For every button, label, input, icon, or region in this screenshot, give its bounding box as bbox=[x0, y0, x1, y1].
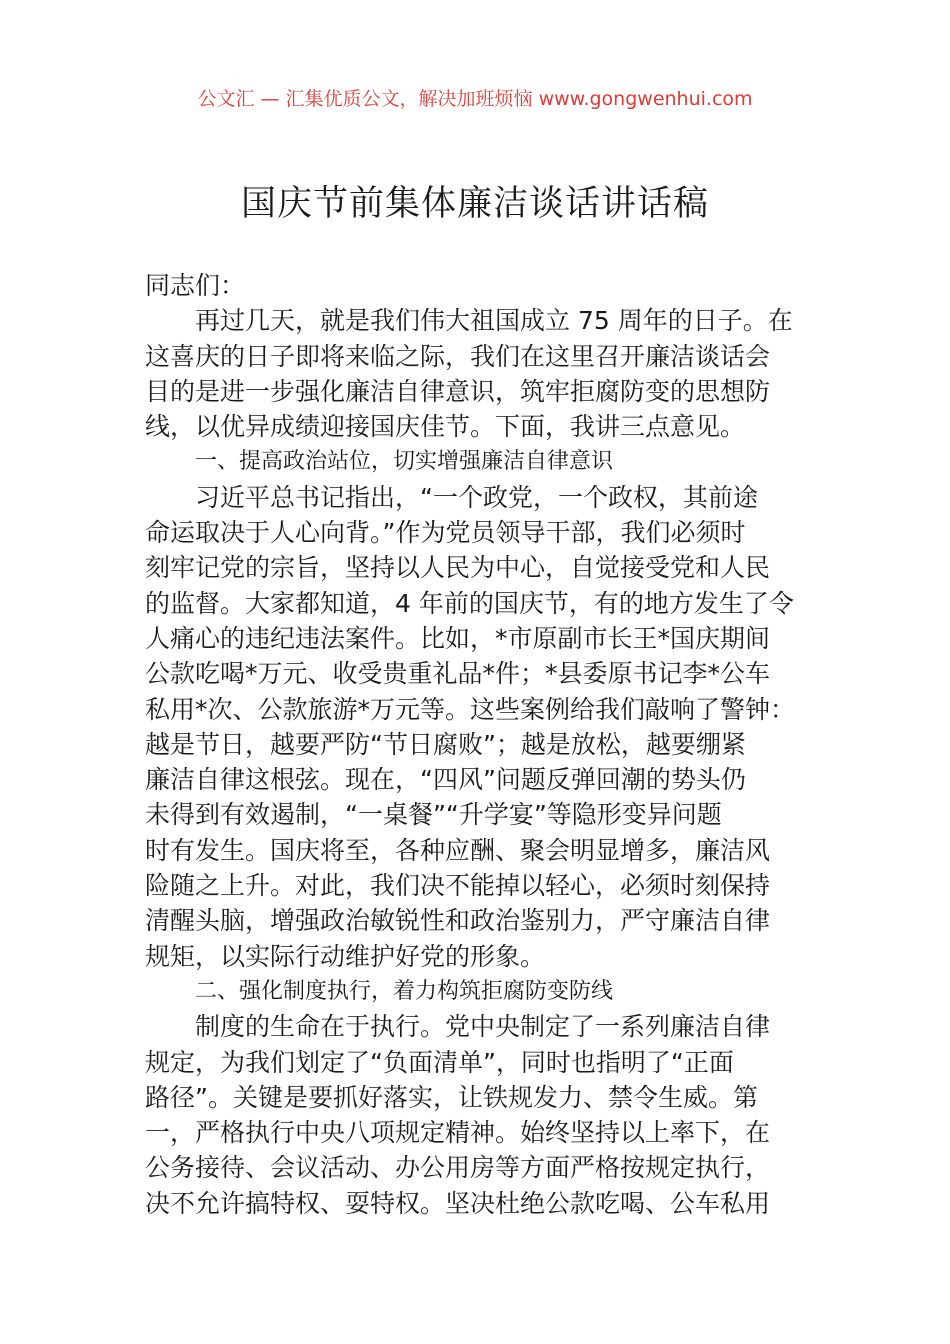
paragraph-line: 刻牢记党的宗旨，坚持以人民为中心，自觉接受党和人民 bbox=[145, 553, 771, 583]
paragraph-line: 公务接待、会议活动、办公用房等方面严格按规定执行， bbox=[145, 1153, 771, 1183]
paragraph-line: 习近平总书记指出，“一个政党，一个政权，其前途 bbox=[195, 482, 758, 512]
salutation: 同志们： bbox=[145, 271, 246, 300]
document-title: 国庆节前集体廉洁谈话讲话稿 bbox=[240, 184, 709, 224]
paragraph-line: 命运取决于人心向背。”作为党员领导干部，我们必须时 bbox=[145, 518, 746, 548]
paragraph-line: 规定，为我们划定了“负面清单”，同时也指明了“正面 bbox=[145, 1047, 734, 1077]
paragraph-line: 规矩，以实际行动维护好党的形象。 bbox=[145, 941, 546, 971]
paragraph-line: 决不允许搞特权、耍特权。坚决杜绝公款吃喝、公车私用 bbox=[145, 1188, 771, 1218]
paragraph-line: 廉洁自律这根弦。现在，“四风”问题反弹回潮的势头仍 bbox=[145, 765, 746, 795]
paragraph-line: 未得到有效遏制，“一桌餐”“升学宴”等隐形变异问题 bbox=[145, 800, 722, 830]
paragraph-line: 人痛心的违纪违法案件。比如，*市原副市长王*国庆期间 bbox=[145, 623, 771, 653]
site-watermark-header: 公文汇 — 汇集优质公文，解决加班烦恼 www.gongwenhui.com bbox=[197, 88, 753, 110]
paragraph-line: 越是节日，越要严防“节日腐败”；越是放松，越要绷紧 bbox=[145, 729, 746, 759]
paragraph-line: 的监督。大家都知道，4 年前的国庆节，有的地方发生了令 bbox=[145, 588, 794, 618]
paragraph-line: 制度的生命在于执行。党中央制定了一系列廉洁自律 bbox=[195, 1012, 771, 1042]
paragraph-line: 险随之上升。对此，我们决不能掉以轻心，必须时刻保持 bbox=[145, 871, 771, 901]
paragraph-line: 再过几天，就是我们伟大祖国成立 75 周年的日子。在 bbox=[195, 306, 793, 336]
paragraph-line: 时有发生。国庆将至，各种应酬、聚会明显增多，廉洁风 bbox=[145, 835, 771, 865]
paragraph-line: 一，严格执行中央八项规定精神。始终坚持以上率下，在 bbox=[145, 1118, 771, 1148]
paragraph-line: 私用*次、公款旅游*万元等。这些案例给我们敲响了警钟： bbox=[145, 694, 796, 724]
document-body bbox=[145, 268, 813, 1221]
paragraph-line: 清醒头脑，增强政治敏锐性和政治鉴别力，严守廉洁自律 bbox=[145, 906, 771, 936]
paragraph-line: 公款吃喝*万元、收受贵重礼品*件；*县委原书记李*公车 bbox=[145, 659, 771, 689]
section-heading-1: 一、提高政治站位，切实增强廉洁自律意识 bbox=[195, 449, 614, 475]
paragraph-line: 目的是进一步强化廉洁自律意识，筑牢拒腐防变的思想防 bbox=[145, 376, 771, 406]
paragraph-line: 路径”。关键是要抓好落实，让铁规发力、禁令生威。第 bbox=[145, 1082, 758, 1112]
section-heading-2: 二、强化制度执行，着力构筑拒腐防变防线 bbox=[195, 978, 614, 1004]
paragraph-line: 线，以优异成绩迎接国庆佳节。下面，我讲三点意见。 bbox=[145, 412, 746, 442]
paragraph-line: 这喜庆的日子即将来临之际，我们在这里召开廉洁谈话会 bbox=[145, 341, 771, 371]
